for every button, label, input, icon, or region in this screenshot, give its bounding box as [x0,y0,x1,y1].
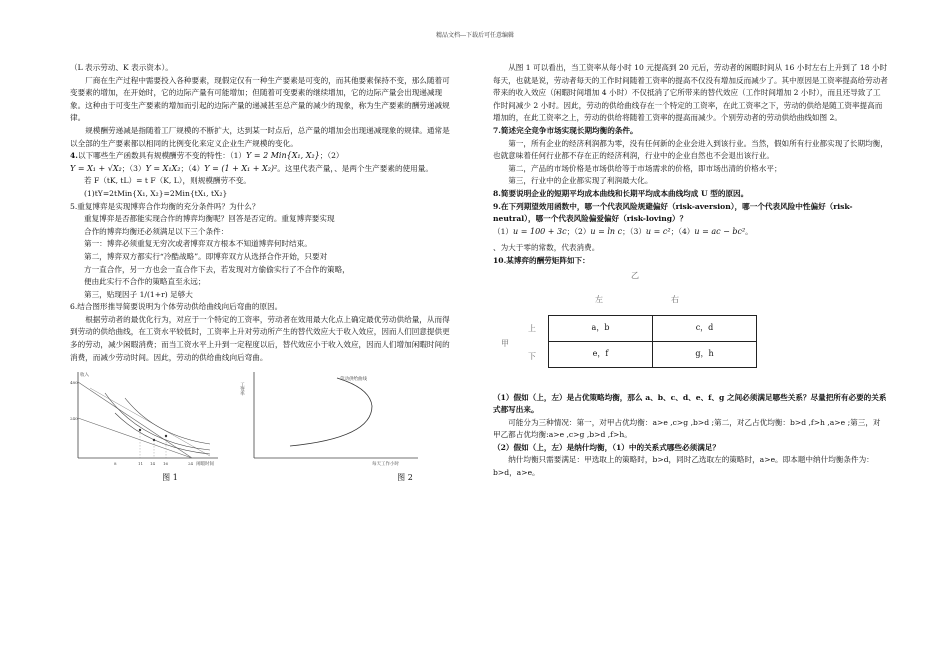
answer-line: 便由此实行不合作的策略直至永远； [84,277,206,287]
question-10-2: （2）假如（上，左）是纳什均衡，（1）中的关系式哪些必须满足？ [493,442,720,452]
player-row-label: 甲 [501,338,509,348]
tick-label: 480 [70,380,78,386]
paragraph: （L 表示劳动、K 表示资本）。 [70,63,173,72]
figure-2-diagram [239,368,422,468]
payoff-table [548,315,757,368]
question-number: 4. [70,151,78,161]
budget-line [78,418,192,458]
tick-label: 11 [138,461,144,467]
strategy-right-label: 右 [671,294,679,304]
payoff-matrix [493,270,888,388]
equilibrium-point [165,435,167,437]
figures [70,368,455,486]
paragraph: 、为大于零的常数，代表消费。 [493,243,600,253]
tick-label: 8 [114,461,117,467]
answer-line: 第一：博弈必须重复无穷次或者博弈双方根本不知道博弈何时结束。 [84,239,312,249]
tick-label: 16 [163,461,169,467]
equilibrium-point [153,439,155,441]
figure-1-caption: 图 1 [162,473,178,483]
formula: u = 100 + 3c [513,226,567,236]
formula: Y = X₁ + √X₂ [70,163,122,173]
question-5: 5.重复博弈是实现博弈合作均衡的充分条件吗？为什么？ [70,201,260,211]
strategy-down-label: 下 [528,351,536,361]
paragraph: 第二，产品的市场价格是市场供给等于市场需求的价格，即市场出清的价格水平； [508,163,782,173]
paragraph: 规模酬劳递减是指随着工厂规模的不断扩大，达到某一时点后，总产量的增加会出现递减现象的规律。通常是以全部的生产要素都以相同的比例变化来定义企业生产规模的变化。 [70,125,450,148]
left-column [70,62,455,486]
figure-2-caption: 图 2 [397,473,413,483]
payoff-cell: a，b [549,315,653,341]
payoff-cell: e，f [549,341,653,367]
answer-line: 方一直合作，另一方也会一直合作下去，若发现对方偷偷实行了不合作的策略， [84,264,350,274]
answer-line: 第三，贴现因子 1/(1+r) 足够大 [84,289,193,299]
paragraph: 从图 1 可以看出，当工资率从每小时 10 元提高到 20 元后，劳动者的闲暇时间从 16 小时左右上升到了 18 小时每天，也就是说，劳动者每天的工作时间随着工资率的提高不仅没有增加反而减少了。其中原因是工资率提高给劳动者带来的收入效应（闲暇时间增加 4 小时）不仅抵消了它所带来的替代效应（工作时间增加 2 小时），而且还导致了工作时间减少 2 小时。因此，劳动的供给曲线存在一个特定的工资率，在此工资率之下，劳动的供给是随工资率提高而增加的，在此工资率之上，劳动的供给将随着工资率的提高而减少。个别劳动者的劳动供给曲线如图 2。 [493,63,888,123]
answer-line: 第二，博弈双方都实行“冷酷战略”。即博弈双方从选择合作开始，只要对 [84,251,328,261]
question-9: 9.在下列期望效用函数中，哪一个代表风险规避偏好（risk-aversion），哪一个代表风险中性偏好（risk-neutral），哪一个代表风险偏爱偏好（risk-loving）？ [493,201,853,224]
question-4: 4.以下哪些生产函数具有规模酬劳不变的特性：（1）Y = 2 Min{X₁, X₂}；（2） [70,151,344,161]
tick-label: 24 [188,461,194,467]
axis-label: 收入 [80,373,89,379]
paragraph: 纳什均衡只需要满足：甲选取上的策略时，b>d，同时乙选取左的策略时，a>e。即本题中纳什均衡条件为：b>d，a>e。 [493,455,874,478]
paragraph: 可能分为三种情况：第一，对甲占优均衡：a>e ,c>g ,b>d ;第二，对乙占优均衡：b>d ,f>h ,a>e ;第三，对甲乙都占优均衡:a>e ,c>g ,b>d ,f>h。 [493,417,881,440]
question-10: 10.某博弈的酬劳矩阵如下： [493,255,590,265]
paragraph: 厂商在生产过程中需要投入各种要素，现假定仅有一种生产要素是可变的，而其他要素保持不变，那么随着可变要素的增加，在开始时，它的边际产量有可能增加；但随着可变要素的继续增加，它的边际产量会出现递减现象。这种由于可变生产要素的增加而引起的边际产量的递减甚至总产量的减少的现象，称为生产要素的酬劳递减规律。 [70,75,450,123]
axis-label: 工资率 [239,382,245,396]
payoff-cell: c，d [653,315,757,341]
paragraph: 第三，行业中的企业都实现了利润最大化。 [508,176,653,186]
axis-label: 闲暇时间 [196,462,214,468]
table-row [549,341,757,367]
budget-line [78,382,192,458]
payoff-cell: g，h [653,341,757,367]
question-10-1: （1）假如（上，左）是占优策略均衡，那么 a、b、c、d、e、f、g 之间必须满足哪些关系？尽量把所有必要的关系式都写出来。 [493,392,887,415]
budget-line [90,388,210,456]
answer-line: 重复博弈是否都能实现合作的博弈均衡呢？回答是否定的。重复博弈要实现 [84,214,335,224]
player-column-label: 乙 [631,270,639,280]
table-row [549,315,757,341]
tick-label: 240 [70,416,78,422]
formula: Y = (1 + X₁ + X₂)² [204,163,278,173]
indifference-curve [125,398,210,444]
answer-line: 合作的博弈均衡还必须满足以下三个条件： [84,226,229,236]
equilibrium-point [139,429,141,431]
formula: u = c² [645,226,671,236]
formula: Y = 2 Min{X₁, X₂} [246,151,320,161]
paragraph: 根据劳动者的最优化行为，对应于一个特定的工资率，劳动者在效用最大化点上确定最优劳动供给量，从而得到劳动的供给曲线，在工资水平较低时，工资率上升对劳动所产生的替代效应大于收入效应，因而人们回意提供更多的劳动，减少闲暇消费；而当工资水平上升到一定程度以后，替代效应小于收入效应，因而人们增加闲暇时间的消费，而减少劳动时间。因此，劳动的供给曲线向后弯曲。 [70,314,450,362]
answer-line: (1)tY=2tMin{X₁, X₂}=2Min{tX₁, tX₂} [84,188,228,198]
question-6: 6.结合图形推导简要说明为个体劳动供给曲线向后弯曲的原因。 [70,302,283,312]
tick-label: 14 [150,461,156,467]
page-header: 精品文档---下载后可任意编辑 [435,32,515,39]
formula: u = ln c [590,226,623,236]
question-4-formulas: Y = X₁ + √X₂；（3）Y = X₁X₂；（4）Y = (1 + X₁ + X₂)²。这里代表产量，、是两个生产要素的使用量。 [70,163,433,173]
paragraph: 第一，所有企业的经济利润都为零，没有任何新的企业会进入到该行业。当然，假如所有行业都实现了长期均衡，也就意味着任何行业都不存在正的经济利润，行业中的企业自然也不会退出该行业。 [493,138,888,161]
axis-label: 每天工作小时 [372,462,399,468]
question-9-formulas: （1）u = 100 + 3c；（2）u = ln c；（3）u = c²；（4）u = ac − bc²。 [493,226,753,236]
figure-1-diagram [70,368,220,468]
formula: u = ac − bc² [694,226,746,236]
question-8: 8.简要说明企业的短期平均成本曲线和长期平均成本曲线均成 U 型的原因。 [493,188,749,198]
strategy-up-label: 上 [528,323,536,333]
formula: Y = X₁X₂ [145,163,181,173]
strategy-left-label: 左 [595,294,603,304]
question-7: 7.简述完全竞争市场实现长期均衡的条件。 [493,125,638,135]
curve-label: 劳动供给曲线 [340,377,367,383]
answer-line: 若 F（tK, tL）= t F（K, L），则规模酬劳不变。 [84,176,251,186]
right-column [493,62,888,480]
labor-supply-curve [290,378,372,446]
